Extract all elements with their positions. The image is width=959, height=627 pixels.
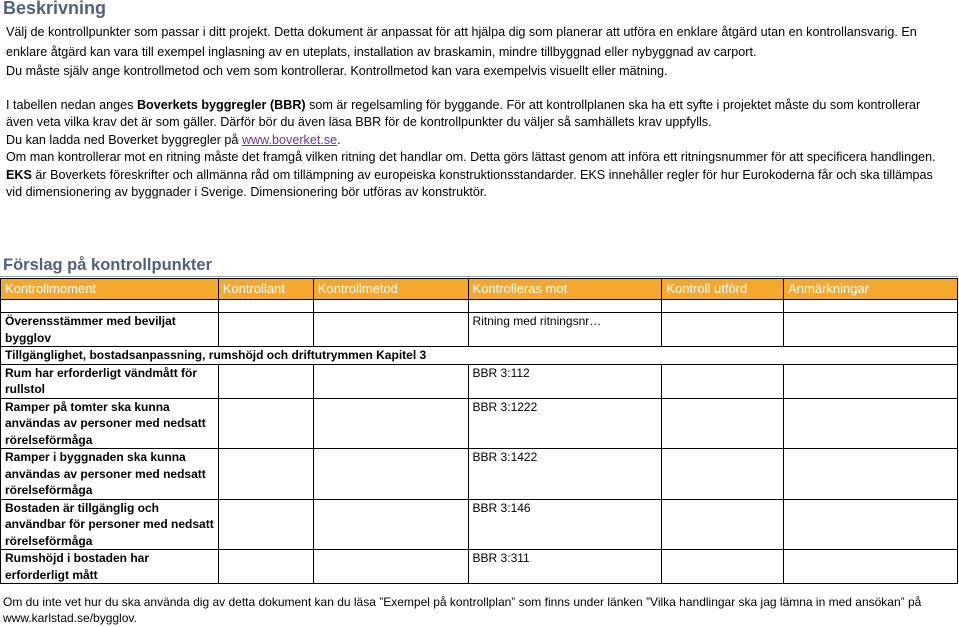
controller-cell[interactable]	[218, 449, 313, 500]
footer-note	[3, 594, 953, 626]
method-cell[interactable]	[313, 499, 468, 550]
checked-against-cell: BBR 3:1422	[468, 449, 662, 500]
bbr-text-after: som är regelsamling för byggande. För att kontrollplanen ska ha ett syfte i projektet måste du som kontrollerar även veta vilka krav det är som gäller. Därför bör du även läsa BBR för de kontrollpunkter du väljer så samhällets krav uppfylls.	[6, 98, 921, 130]
table-section-row	[1, 347, 958, 365]
controller-cell[interactable]	[218, 313, 313, 347]
table-cell	[313, 300, 468, 313]
remarks-cell[interactable]	[784, 364, 958, 398]
table-cell	[1, 300, 219, 313]
header-cell: Kontrollant	[218, 279, 313, 300]
controller-cell[interactable]	[218, 550, 313, 584]
bbr-name: Boverkets byggregler (BBR)	[136, 98, 306, 112]
remarks-cell[interactable]	[784, 550, 958, 584]
proposal-heading: Förslag på kontrollpunkter	[3, 256, 213, 274]
checked-against-cell: BBR 3:146	[468, 499, 662, 550]
boverket-link[interactable]: www.boverket.se	[241, 132, 338, 147]
table-cell	[468, 300, 662, 313]
eks-name: EKS	[6, 167, 32, 182]
performed-cell[interactable]	[662, 550, 784, 584]
table-header-row	[1, 279, 958, 300]
section-title-cell: Tillgänglighet, bostadsanpassning, rumshöjd och driftutrymmen Kapitel 3	[1, 347, 958, 365]
bbr-text	[6, 97, 951, 201]
intro-paragraph-1: Välj de kontrollpunkter som passar i ditt projekt. Detta dokument är anpassat för att hjälpa dig som planerar att utföra en enklare åtgärd utan en kontrollansvarig. En enklare åtgärd kan vara till exempel inglasning av en uteplats, installation av braskamin, mindre tillbyggnad eller nybyggnad av carport.	[6, 25, 917, 59]
checked-against-cell: BBR 3:112	[468, 364, 662, 398]
control-moment-cell: Rum har erforderligt vändmått för rullstol	[1, 364, 219, 398]
header-cell: Kontrollmoment	[1, 279, 219, 300]
control-moment-cell: Rumshöjd i bostaden har erforderligt mått	[1, 550, 219, 584]
remarks-cell[interactable]	[784, 499, 958, 550]
control-moment-cell: Överensstämmer med beviljat bygglov	[1, 313, 219, 347]
eks-paragraph	[6, 167, 951, 202]
table-row	[1, 398, 958, 449]
performed-cell[interactable]	[662, 499, 784, 550]
footer-text: Om du inte vet hur du ska använda dig av detta dokument kan du läsa ”Exempel på kontrollplan” som finns under länken ”Vilka handlingar ska jag lämna in med ansökan” på www.karlstad.se/bygglov.	[3, 595, 922, 625]
table-row	[1, 364, 958, 398]
performed-cell[interactable]	[662, 398, 784, 449]
control-moment-cell: Bostaden är tillgänglig och användbar för personer med nedsatt rörelseförmåga	[1, 499, 219, 550]
controller-cell[interactable]	[218, 398, 313, 449]
download-paragraph	[6, 132, 951, 149]
control-points-table	[0, 278, 958, 584]
header-cell: Kontroll utförd	[662, 279, 784, 300]
controller-cell[interactable]	[218, 499, 313, 550]
remarks-cell[interactable]	[784, 313, 958, 347]
table-row	[1, 449, 958, 500]
table-cell	[784, 300, 958, 313]
table-row	[1, 313, 958, 347]
control-moment-cell: Ramper i byggnaden ska kunna användas av personer med nedsatt rörelseförmåga	[1, 449, 219, 500]
intro-paragraph-2: Du måste själv ange kontrollmetod och vem som kontrollerar. Kontrollmetod kan vara exempelvis visuellt eller mätning.	[6, 64, 668, 78]
description-heading: Beskrivning	[3, 0, 107, 18]
remarks-cell[interactable]	[784, 449, 958, 500]
download-text-end: .	[337, 132, 341, 147]
table-row	[1, 499, 958, 550]
heading-divider	[0, 276, 958, 277]
method-cell[interactable]	[313, 449, 468, 500]
header-cell: Kontrollmetod	[313, 279, 468, 300]
method-cell[interactable]	[313, 550, 468, 584]
controller-cell[interactable]	[218, 364, 313, 398]
performed-cell[interactable]	[662, 449, 784, 500]
method-cell[interactable]	[313, 364, 468, 398]
bbr-text-before: I tabellen nedan anges	[6, 98, 137, 112]
header-cell: Kontrolleras mot	[468, 279, 662, 300]
method-cell[interactable]	[313, 313, 468, 347]
performed-cell[interactable]	[662, 313, 784, 347]
eks-text: är Boverkets föreskrifter och allmänna råd om tillämpning av europeiska konstruktionsstandarder. EKS innehåller regler för hur Eurokoderna får och ska tillämpas vid dimensionering av byggnader i Sverige. Dimensionering bör utföras av konstruktör.	[6, 167, 933, 200]
checked-against-cell: Ritning med ritningsnr…	[468, 313, 662, 347]
intro-text	[6, 23, 951, 82]
header-cell: Anmärkningar	[784, 279, 958, 300]
table-row	[1, 550, 958, 584]
table-spacer-row	[1, 300, 958, 313]
checked-against-cell: BBR 3:1222	[468, 398, 662, 449]
table-cell	[218, 300, 313, 313]
drawing-paragraph: Om man kontrollerar mot en ritning måste det framgå vilken ritning det handlar om. Detta görs lättast genom att införa ett ritningsnummer för att specificera handlingen.	[6, 150, 936, 165]
control-moment-cell: Ramper på tomter ska kunna användas av personer med nedsatt rörelseförmåga	[1, 398, 219, 449]
bbr-paragraph	[6, 97, 951, 132]
method-cell[interactable]	[313, 398, 468, 449]
download-text: Du kan ladda ned Boverket byggregler på	[6, 132, 242, 147]
checked-against-cell: BBR 3:311	[468, 550, 662, 584]
remarks-cell[interactable]	[784, 398, 958, 449]
performed-cell[interactable]	[662, 364, 784, 398]
table-cell	[662, 300, 784, 313]
